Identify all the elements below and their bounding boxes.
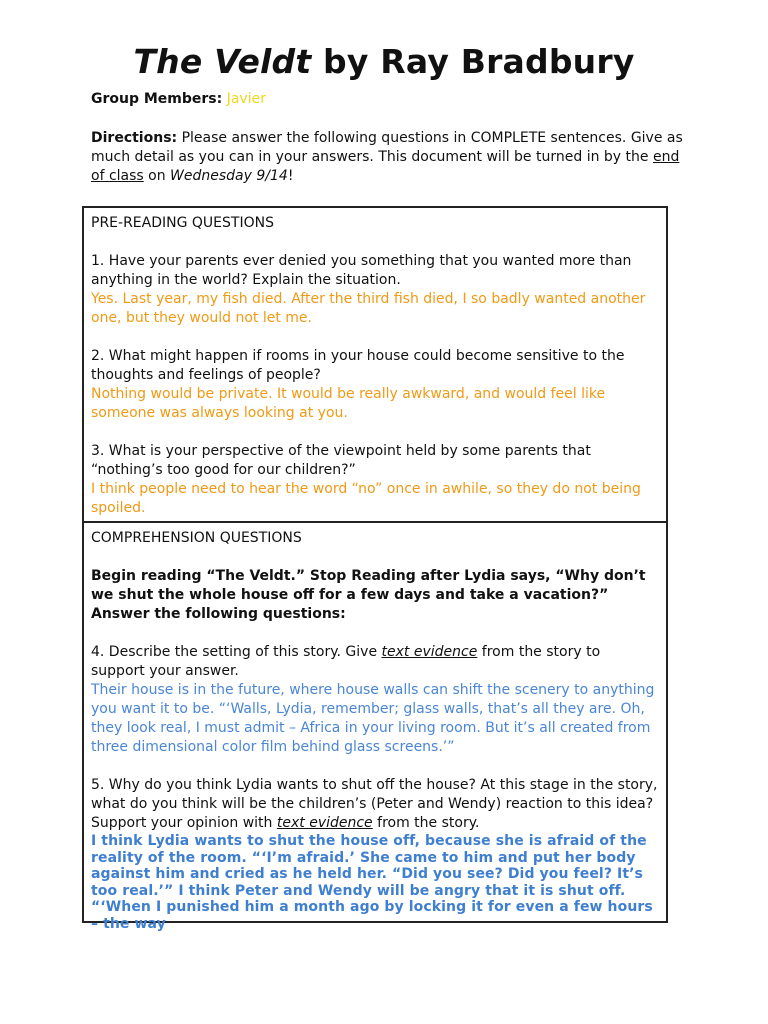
answer-text: Their house is in the future, where house walls can shift the scenery to anything you want it to be. “‘Walls, Lydia, remember; glass walls, that’s all they are. Oh, they look real, I must admit – Africa in your living room. But it’s all created from three dimensional color film behind glass screens.’”: [91, 682, 655, 755]
pre-reading-section: [82, 206, 668, 523]
document-title: [0, 42, 768, 81]
question-text: 2. What might happen if rooms in your house could become sensitive to the thoughts and feelings of people?: [91, 348, 625, 383]
question-text: 5. Why do you think Lydia wants to shut off the house? At this stage in the story, what do you think will be the children’s (Peter and Wendy) reaction to this idea? Support your opinion with: [91, 777, 658, 831]
reading-instruction: Begin reading “The Veldt.” Stop Reading after Lydia says, “Why don’t we shut the whole house off for a few days and take a vacation?” Answer the following questions:: [91, 568, 646, 622]
answer-text: Nothing would be private. It would be really awkward, and would feel like someone was always looking at you.: [91, 386, 606, 421]
directions-text-2: on: [143, 168, 171, 184]
answer-text: Yes. Last year, my fish died. After the third fish died, I so badly wanted another one, but they would not let me.: [91, 291, 646, 326]
directions-date: Wednesday 9/14: [170, 168, 288, 184]
group-members: [91, 91, 266, 107]
title-rest: by Ray Bradbury: [311, 42, 635, 81]
group-member-name: Javier: [226, 91, 266, 107]
question-block: [91, 643, 658, 757]
question-text-end: from the story.: [372, 815, 480, 831]
comprehension-section: [82, 521, 668, 932]
answer-text: I think Lydia wants to shut the house off, because she is afraid of the reality of the room. “‘I’m afraid.’ She came to him and put her body against him and cried as he held her. “Did you see? Did you feel? It’s too real.’” I think Peter and Wendy will be angry that it is shut off. “‘When I punished him a month ago by locking it for even a few hours – the way: [91, 833, 653, 932]
directions-text-3: !: [287, 168, 294, 184]
group-members-label: Group Members:: [91, 91, 223, 107]
question-block: [91, 776, 658, 932]
comprehension-heading: COMPREHENSION QUESTIONS: [91, 530, 302, 546]
pre-reading-heading: PRE-READING QUESTIONS: [91, 215, 274, 231]
directions: [91, 129, 687, 186]
directions-text: Please answer the following questions in COMPLETE sentences. Give as much detail as you can in your answers. This document will be turned in by the: [91, 130, 683, 165]
question-text: 3. What is your perspective of the viewpoint held by some parents that “nothing’s too good for our children?”: [91, 443, 591, 478]
question-text: 1. Have your parents ever denied you something that you wanted more than anything in the world? Explain the situation.: [91, 253, 632, 288]
text-evidence-term: text evidence: [276, 815, 373, 831]
question-text: 4. Describe the setting of this story. Give: [91, 644, 382, 660]
directions-label: Directions:: [91, 130, 178, 146]
question-block: [91, 252, 658, 328]
directions-deadline: end of class: [91, 149, 680, 184]
title-italic: The Veldt: [133, 42, 312, 81]
question-block: [91, 347, 658, 423]
question-text-end: from the story to support your answer.: [91, 644, 601, 679]
question-block: [91, 442, 658, 518]
answer-text: I think people need to hear the word “no” once in awhile, so they do not being spoiled.: [91, 481, 641, 516]
text-evidence-term: text evidence: [381, 644, 478, 660]
